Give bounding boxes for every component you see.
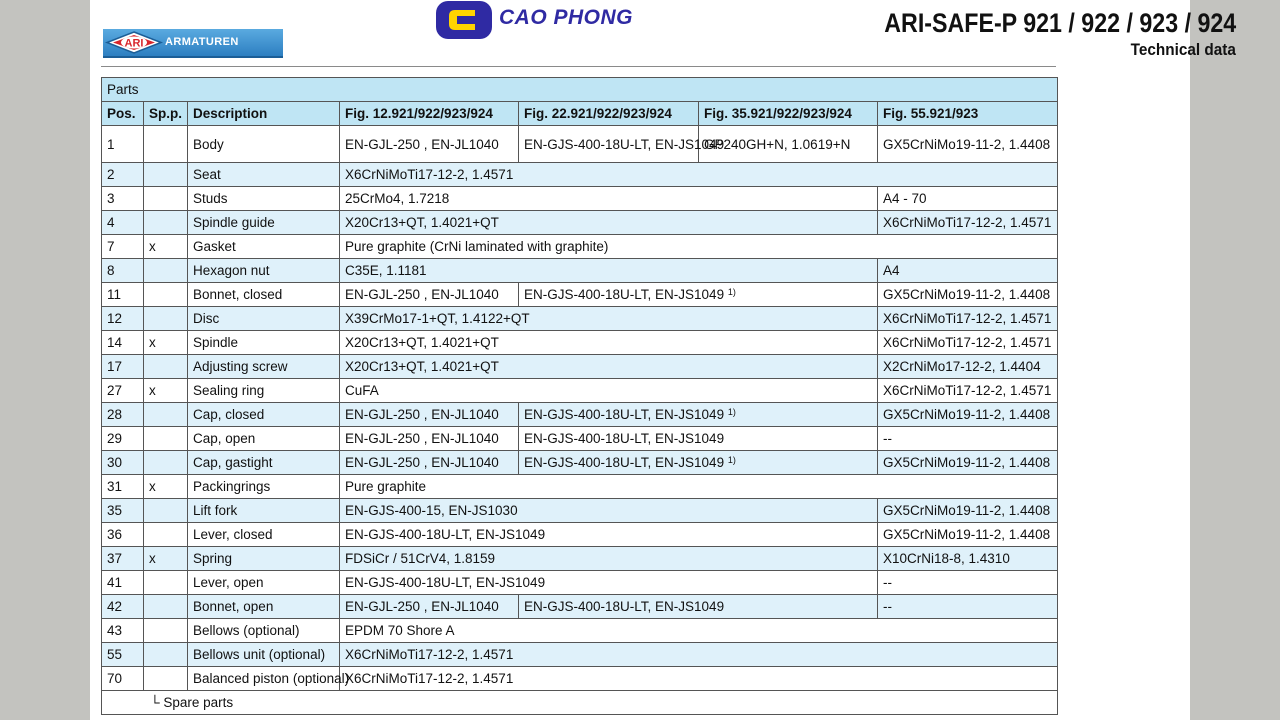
cell-spp bbox=[144, 283, 188, 307]
cell-description: Bellows (optional) bbox=[188, 619, 340, 643]
cell-pos: 12 bbox=[102, 307, 144, 331]
cell-spp bbox=[144, 163, 188, 187]
cell-material-main: X20Cr13+QT, 1.4021+QT bbox=[340, 211, 878, 235]
cell-spp: x bbox=[144, 379, 188, 403]
cell-fig22-35: EN-GJS-400-18U-LT, EN-JS1049 bbox=[519, 427, 878, 451]
cell-pos: 37 bbox=[102, 547, 144, 571]
cell-material-main: X39CrMo17-1+QT, 1.4122+QT bbox=[340, 307, 878, 331]
cell-description: Gasket bbox=[188, 235, 340, 259]
cell-fig22-35-text: EN-GJS-400-18U-LT, EN-JS1049 bbox=[524, 455, 725, 470]
cell-fig55: GX5CrNiMo19-11-2, 1.4408 bbox=[878, 126, 1058, 163]
table-row bbox=[102, 619, 1058, 643]
footnote-marker: 1) bbox=[727, 455, 736, 465]
table-row bbox=[102, 451, 1058, 475]
cell-description: Adjusting screw bbox=[188, 355, 340, 379]
cell-spp bbox=[144, 643, 188, 667]
legend-row bbox=[102, 691, 1058, 715]
table-row bbox=[102, 643, 1058, 667]
col-header-fig55: Fig. 55.921/923 bbox=[878, 102, 1058, 126]
footnote-marker: 1) bbox=[727, 407, 736, 417]
cell-spp: x bbox=[144, 475, 188, 499]
cell-pos: 8 bbox=[102, 259, 144, 283]
cell-description: Hexagon nut bbox=[188, 259, 340, 283]
brand-left-label: ARMATUREN bbox=[165, 36, 239, 48]
cell-pos: 7 bbox=[102, 235, 144, 259]
cell-description: Disc bbox=[188, 307, 340, 331]
col-header-pos: Pos. bbox=[102, 102, 144, 126]
cell-pos: 30 bbox=[102, 451, 144, 475]
cell-fig22-35-text: EN-GJS-400-18U-LT, EN-JS1049 bbox=[524, 287, 725, 302]
cell-spp: x bbox=[144, 547, 188, 571]
cell-fig55: A4 bbox=[878, 259, 1058, 283]
cell-pos: 41 bbox=[102, 571, 144, 595]
legend-text: Spare parts bbox=[163, 695, 234, 710]
cell-spp bbox=[144, 619, 188, 643]
cell-fig22-35 bbox=[519, 451, 878, 475]
cell-spp bbox=[144, 126, 188, 163]
cell-fig55: -- bbox=[878, 427, 1058, 451]
cell-pos: 17 bbox=[102, 355, 144, 379]
legend-marker: └ bbox=[150, 695, 160, 710]
cell-spp bbox=[144, 211, 188, 235]
table-row bbox=[102, 379, 1058, 403]
cell-fig12: EN-GJL-250 , EN-JL1040 bbox=[340, 595, 519, 619]
table-row bbox=[102, 427, 1058, 451]
table-row bbox=[102, 499, 1058, 523]
col-header-fig12: Fig. 12.921/922/923/924 bbox=[340, 102, 519, 126]
cell-fig22-35: EN-GJS-400-18U-LT, EN-JS1049 bbox=[519, 595, 878, 619]
cell-material-all: X6CrNiMoTi17-12-2, 1.4571 bbox=[340, 643, 1058, 667]
cell-description: Bonnet, open bbox=[188, 595, 340, 619]
cell-spp: x bbox=[144, 331, 188, 355]
header-divider bbox=[101, 66, 1056, 67]
table-row bbox=[102, 163, 1058, 187]
cell-description: Lift fork bbox=[188, 499, 340, 523]
table-row bbox=[102, 331, 1058, 355]
cell-spp bbox=[144, 187, 188, 211]
page-subtitle: Technical data bbox=[1130, 40, 1236, 59]
cell-material-all: X6CrNiMoTi17-12-2, 1.4571 bbox=[340, 163, 1058, 187]
cell-pos: 4 bbox=[102, 211, 144, 235]
page-title: ARI-SAFE-P 921 / 922 / 923 / 924 bbox=[884, 8, 1236, 38]
cell-pos: 55 bbox=[102, 643, 144, 667]
cell-spp bbox=[144, 403, 188, 427]
cell-description: Bellows unit (optional) bbox=[188, 643, 340, 667]
cell-fig22-35 bbox=[519, 283, 878, 307]
cell-description: Packingrings bbox=[188, 475, 340, 499]
cell-spp bbox=[144, 571, 188, 595]
cell-description: Cap, gastight bbox=[188, 451, 340, 475]
cell-pos: 43 bbox=[102, 619, 144, 643]
cell-spp bbox=[144, 595, 188, 619]
table-row bbox=[102, 571, 1058, 595]
cell-fig12: EN-GJL-250 , EN-JL1040 bbox=[340, 283, 519, 307]
cell-material-all: Pure graphite bbox=[340, 475, 1058, 499]
cao-phong-logo bbox=[435, 0, 675, 40]
cell-spp bbox=[144, 523, 188, 547]
cell-description: Seat bbox=[188, 163, 340, 187]
table-row bbox=[102, 126, 1058, 163]
cell-spp bbox=[144, 451, 188, 475]
cell-description: Spindle guide bbox=[188, 211, 340, 235]
cell-pos: 28 bbox=[102, 403, 144, 427]
cell-fig22-35-text: EN-GJS-400-18U-LT, EN-JS1049 bbox=[524, 407, 725, 422]
table-row bbox=[102, 475, 1058, 499]
table-row bbox=[102, 403, 1058, 427]
cell-pos: 1 bbox=[102, 126, 144, 163]
cell-pos: 35 bbox=[102, 499, 144, 523]
table-row bbox=[102, 235, 1058, 259]
cell-pos: 31 bbox=[102, 475, 144, 499]
section-label: Parts bbox=[102, 78, 1058, 102]
cell-pos: 29 bbox=[102, 427, 144, 451]
cell-material-main: 25CrMo4, 1.7218 bbox=[340, 187, 878, 211]
cell-description: Studs bbox=[188, 187, 340, 211]
cell-fig12: EN-GJL-250 , EN-JL1040 bbox=[340, 403, 519, 427]
cell-pos: 3 bbox=[102, 187, 144, 211]
cell-spp bbox=[144, 667, 188, 691]
cell-material-main: CuFA bbox=[340, 379, 878, 403]
ari-armaturen-logo bbox=[103, 29, 283, 58]
cell-fig55: -- bbox=[878, 571, 1058, 595]
cell-material-main: X20Cr13+QT, 1.4021+QT bbox=[340, 331, 878, 355]
cell-fig55: A4 - 70 bbox=[878, 187, 1058, 211]
cell-fig12: EN-GJL-250 , EN-JL1040 bbox=[340, 126, 519, 163]
cell-pos: 42 bbox=[102, 595, 144, 619]
cell-pos: 14 bbox=[102, 331, 144, 355]
cell-fig22: EN-GJS-400-18U-LT, EN-JS1049 bbox=[519, 126, 699, 163]
cell-material-main: C35E, 1.1181 bbox=[340, 259, 878, 283]
footnote-marker: 1) bbox=[727, 287, 736, 297]
cell-pos: 70 bbox=[102, 667, 144, 691]
cell-fig55: GX5CrNiMo19-11-2, 1.4408 bbox=[878, 283, 1058, 307]
cell-material-main: X20Cr13+QT, 1.4021+QT bbox=[340, 355, 878, 379]
table-row bbox=[102, 187, 1058, 211]
cell-fig55: X6CrNiMoTi17-12-2, 1.4571 bbox=[878, 331, 1058, 355]
cell-description: Cap, open bbox=[188, 427, 340, 451]
cell-fig12: EN-GJL-250 , EN-JL1040 bbox=[340, 451, 519, 475]
cell-fig55: GX5CrNiMo19-11-2, 1.4408 bbox=[878, 523, 1058, 547]
table-row bbox=[102, 523, 1058, 547]
brand-center-label: CAO PHONG bbox=[499, 6, 634, 29]
cell-fig55: X2CrNiMo17-12-2, 1.4404 bbox=[878, 355, 1058, 379]
cell-fig35: GP240GH+N, 1.0619+N bbox=[699, 126, 878, 163]
cell-material-main: EN-GJS-400-15, EN-JS1030 bbox=[340, 499, 878, 523]
table-row bbox=[102, 595, 1058, 619]
cell-fig55: -- bbox=[878, 595, 1058, 619]
cell-description: Cap, closed bbox=[188, 403, 340, 427]
cell-description: Spring bbox=[188, 547, 340, 571]
cell-pos: 11 bbox=[102, 283, 144, 307]
cell-description: Sealing ring bbox=[188, 379, 340, 403]
cell-pos: 2 bbox=[102, 163, 144, 187]
cao-phong-c-icon bbox=[435, 0, 493, 40]
col-header-fig35: Fig. 35.921/922/923/924 bbox=[699, 102, 878, 126]
col-header-description: Description bbox=[188, 102, 340, 126]
ari-diamond-icon bbox=[106, 31, 162, 54]
cell-material-main: EN-GJS-400-18U-LT, EN-JS1049 bbox=[340, 571, 878, 595]
cell-fig22-35 bbox=[519, 403, 878, 427]
table-row bbox=[102, 211, 1058, 235]
cell-spp bbox=[144, 259, 188, 283]
table-row bbox=[102, 547, 1058, 571]
spare-parts-legend bbox=[102, 691, 1058, 715]
cell-spp bbox=[144, 499, 188, 523]
cell-fig55: X6CrNiMoTi17-12-2, 1.4571 bbox=[878, 211, 1058, 235]
col-header-fig22: Fig. 22.921/922/923/924 bbox=[519, 102, 699, 126]
cell-fig55: GX5CrNiMo19-11-2, 1.4408 bbox=[878, 451, 1058, 475]
cell-description: Body bbox=[188, 126, 340, 163]
cell-description: Balanced piston (optional) bbox=[188, 667, 340, 691]
table-row bbox=[102, 283, 1058, 307]
cell-description: Bonnet, closed bbox=[188, 283, 340, 307]
cell-fig12: EN-GJL-250 , EN-JL1040 bbox=[340, 427, 519, 451]
cell-fig55: X6CrNiMoTi17-12-2, 1.4571 bbox=[878, 379, 1058, 403]
cell-fig55: GX5CrNiMo19-11-2, 1.4408 bbox=[878, 403, 1058, 427]
cell-description: Lever, open bbox=[188, 571, 340, 595]
cell-material-all: X6CrNiMoTi17-12-2, 1.4571 bbox=[340, 667, 1058, 691]
section-header-row bbox=[102, 78, 1058, 102]
cell-spp: x bbox=[144, 235, 188, 259]
parts-table bbox=[101, 77, 1058, 715]
cell-spp bbox=[144, 355, 188, 379]
cell-material-all: EPDM 70 Shore A bbox=[340, 619, 1058, 643]
cell-pos: 36 bbox=[102, 523, 144, 547]
col-header-spp: Sp.p. bbox=[144, 102, 188, 126]
ari-mark-text: ARI bbox=[124, 37, 144, 50]
cell-pos: 27 bbox=[102, 379, 144, 403]
cell-description: Lever, closed bbox=[188, 523, 340, 547]
cell-spp bbox=[144, 307, 188, 331]
table-row bbox=[102, 307, 1058, 331]
cell-material-main: EN-GJS-400-18U-LT, EN-JS1049 bbox=[340, 523, 878, 547]
cell-spp bbox=[144, 427, 188, 451]
table-row bbox=[102, 667, 1058, 691]
table-row bbox=[102, 259, 1058, 283]
column-header-row bbox=[102, 102, 1058, 126]
cell-material-all: Pure graphite (CrNi laminated with graphite) bbox=[340, 235, 1058, 259]
cell-description: Spindle bbox=[188, 331, 340, 355]
cell-fig55: X6CrNiMoTi17-12-2, 1.4571 bbox=[878, 307, 1058, 331]
cell-material-main: FDSiCr / 51CrV4, 1.8159 bbox=[340, 547, 878, 571]
table-row bbox=[102, 355, 1058, 379]
cell-fig55: GX5CrNiMo19-11-2, 1.4408 bbox=[878, 499, 1058, 523]
cell-fig55: X10CrNi18-8, 1.4310 bbox=[878, 547, 1058, 571]
